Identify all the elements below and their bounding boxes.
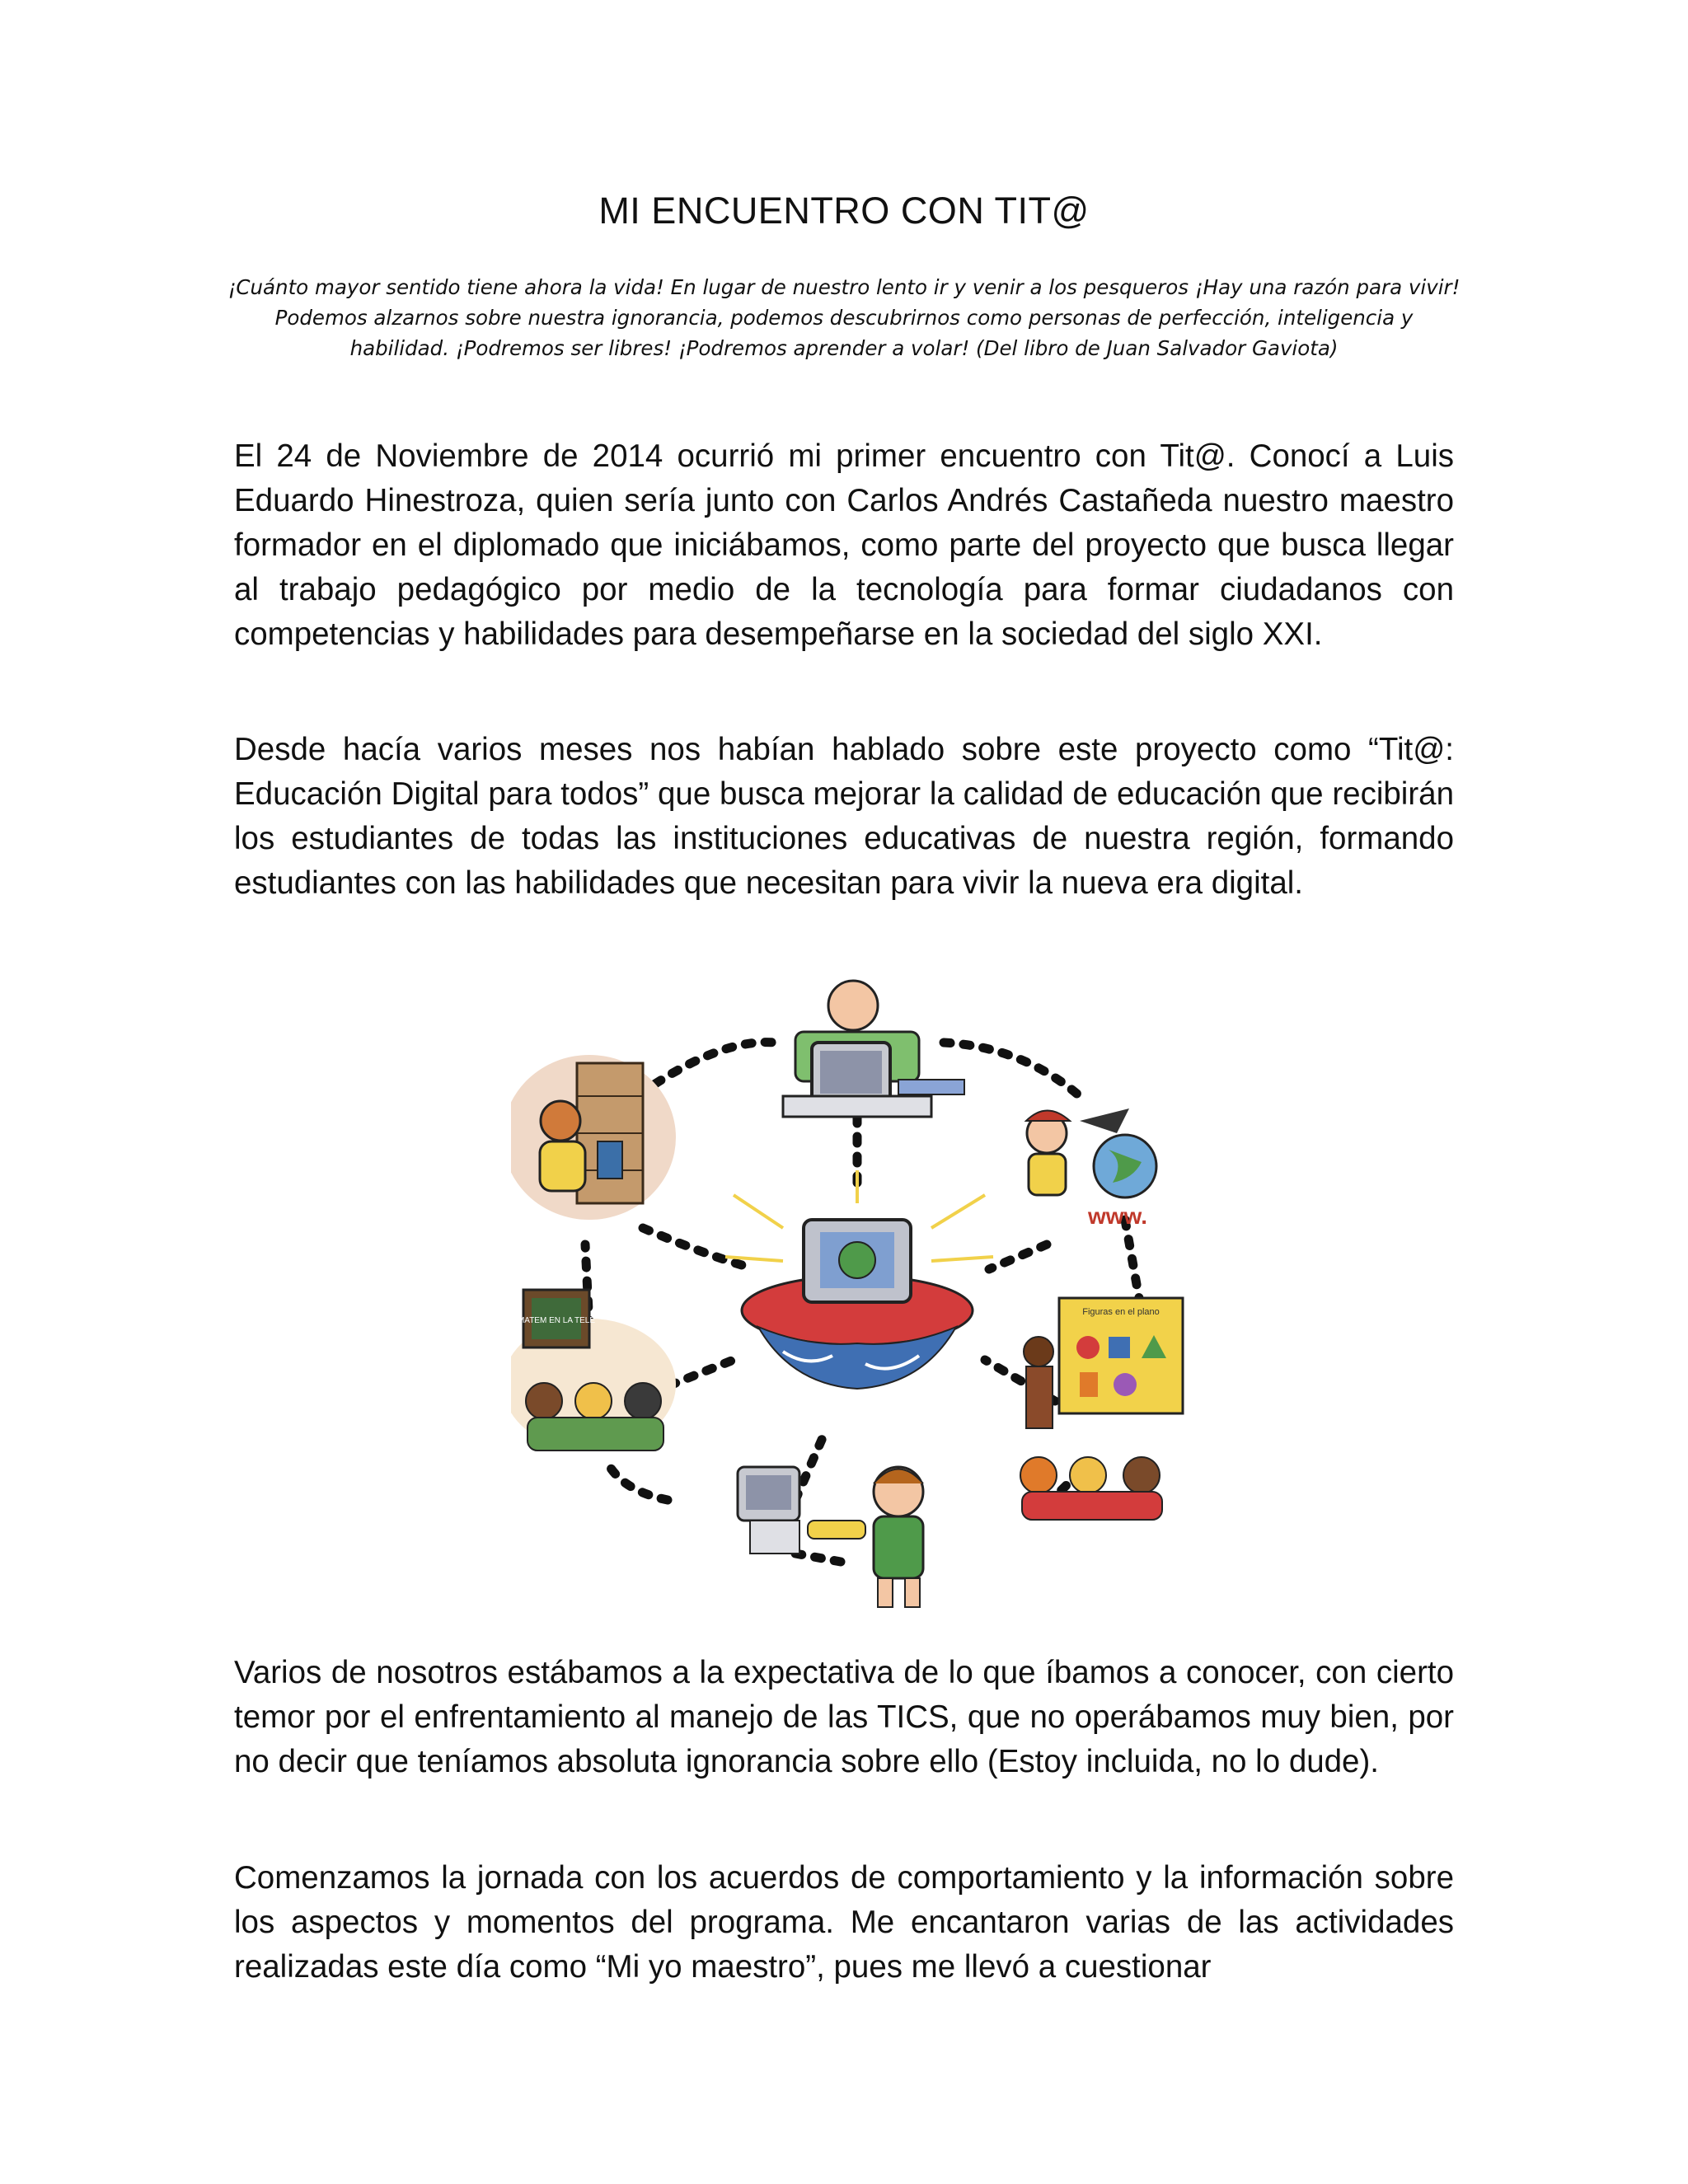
tv-board-label: MATEM EN LA TELE [517,1316,596,1325]
central-computer-icon [725,1170,993,1389]
student-computer-scene [738,1467,923,1607]
geometry-lesson-scene [1020,1298,1183,1520]
student-globe-scene [1026,1108,1156,1229]
teacher-computer-scene [783,981,964,1117]
education-technology-illustration [511,972,1203,1615]
education-technology-network-icon [511,972,1203,1615]
page-title: MI ENCUENTRO CON TIT@ [598,190,1090,232]
paragraph-2: Desde hacía varios meses nos habían hablado sobre este proyecto como “Tit@: Educación Digital para todos” que busca mejorar la calidad de educación que recibirán los estudiantes de todas las instituciones educativas de nuestra región, formando estudiantes con las habilidades que necesitan para vivir la nueva era digital. [234,732,1454,901]
chart-label: Figuras en el plano [1082,1307,1160,1317]
paragraph-3: Varios de nosotros estábamos a la expectativa de lo que íbamos a conocer, con cierto temor por el enfrentamiento al manejo de las TICS, que no operábamos muy bien, por no decir que teníamos absoluta ignorancia sobre ello (Estoy incluida, no lo dude). [234,1655,1454,1779]
library-scene [511,1055,676,1220]
paragraph-4: Comenzamos la jornada con los acuerdos de comportamiento y la información sobre los aspectos y momentos del programa. Me encantaron varias de las actividades realizadas este día como “Mi yo maestro”, pues me llevó a cuestionar [234,1860,1454,1985]
paragraph-1: El 24 de Noviembre de 2014 ocurrió mi primer encuentro con Tit@. Conocí a Luis Eduardo Hinestroza, quien sería junto con Carlos Andrés Castañeda nuestro maestro formador en el diplomado que iniciábamos, como parte del proyecto que busca llegar al trabajo pedagógico por medio de la tecnología para formar ciudadanos con competencias y habilidades para desempeñarse en la sociedad del siglo XXI. [234,438,1454,652]
epigraph-quote: ¡Cuánto mayor sentido tiene ahora la vida! En lugar de nuestro lento ir y venir a los pesqueros ¡Hay una razón para vivir! Podemos alzarnos sobre nuestra ignorancia, podemos descubrirnos como personas de perfección, inteligencia y habilidad. ¡Podremos ser libres! ¡Podremos aprender a volar! (Del libro de Juan Salvador Gaviota) [227,275,1461,360]
www-label: www. [1088,1203,1148,1229]
classroom-tv-scene [511,1290,676,1451]
